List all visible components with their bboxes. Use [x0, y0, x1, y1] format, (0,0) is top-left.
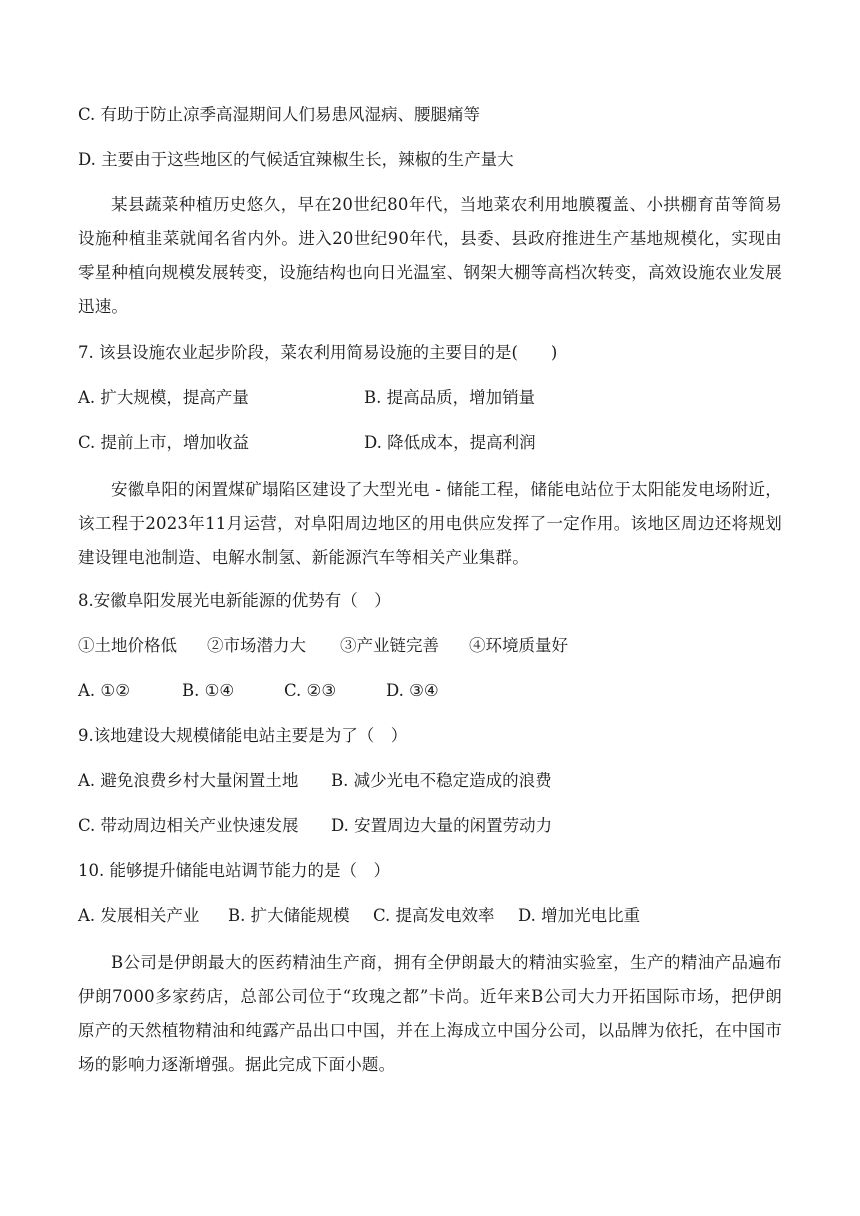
q9-stem: 9.该地建设大规模储能电站主要是为了（ ）	[78, 726, 408, 745]
q10-options	[78, 904, 640, 928]
q8-statements	[78, 634, 568, 658]
q8-option-a: A. ①②	[78, 681, 130, 700]
q7-option-d: D. 降低成本，提高利润	[364, 433, 536, 452]
q8-statement-3: ③产业链完善	[340, 636, 439, 655]
q7-stem: 7. 该县设施农业起步阶段，菜农利用简易设施的主要目的是( )	[78, 343, 558, 362]
passage-vegetable-county: 某县蔬菜种植历史悠久，早在20世纪80年代，当地菜农利用地膜覆盖、小拱棚育苗等简易设施种植韭菜就闻名省内外。进入20世纪90年代，县委、县政府推进生产基地规模化，实现由零星种植向规模发展转变，设施结构也向日光温室、钢架大棚等高档次转变，高效设施农业发展迅速。	[78, 195, 782, 316]
q8-statement-4: ④环境质量好	[469, 636, 568, 655]
q8-option-b: B. ①④	[182, 681, 235, 700]
q10-option-a: A. 发展相关产业	[78, 906, 200, 925]
q10-stem: 10. 能够提升储能电站调节能力的是（ ）	[78, 861, 390, 880]
q8-options	[78, 679, 439, 703]
q7-options-row-1	[78, 386, 535, 410]
q7-option-a: A. 扩大规模，提高产量	[78, 388, 249, 407]
q6-option-d: D. 主要由于这些地区的气候适宜辣椒生长，辣椒的生产量大	[78, 150, 514, 169]
q8-stem: 8.安徽阜阳发展光电新能源的优势有（ ）	[78, 591, 391, 610]
q6-option-c: C. 有助于防止凉季高湿期间人们易患风湿病、腰腿痛等	[78, 105, 481, 124]
q7-option-b: B. 提高品质，增加销量	[364, 388, 536, 407]
q7-option-c: C. 提前上市，增加收益	[78, 433, 250, 452]
q8-statement-2: ②市场潜力大	[207, 636, 306, 655]
q9-option-a: A. 避免浪费乡村大量闲置土地	[78, 771, 299, 790]
passage-fuyang-solar: 安徽阜阳的闲置煤矿塌陷区建设了大型光电 - 储能工程，储能电站位于太阳能发电场附近，该工程于2023年11月运营，对阜阳周边地区的用电供应发挥了一定作用。该地区周边还将规划建设锂电池制造、电解水制氢、新能源汽车等相关产业集群。	[78, 480, 782, 567]
q8-statement-1: ①土地价格低	[78, 636, 177, 655]
q7-options-row-2	[78, 431, 536, 455]
q10-option-c: C. 提高发电效率	[373, 906, 495, 925]
q10-option-b: B. 扩大储能规模	[228, 906, 350, 925]
q8-option-d: D. ③④	[386, 681, 439, 700]
q8-option-c: C. ②③	[284, 681, 337, 700]
q10-option-d: D. 增加光电比重	[518, 906, 641, 925]
q9-options-row-2	[78, 814, 552, 838]
q9-option-b: B. 减少光电不稳定造成的浪费	[331, 771, 552, 790]
q9-options-row-1	[78, 769, 552, 793]
passage-iran-company: B公司是伊朗最大的医药精油生产商，拥有全伊朗最大的精油实验室，生产的精油产品遍布伊朗7000多家药店，总部公司位于“玫瑰之都”卡尚。近年来B公司大力开拓国际市场，把伊朗原产的天然植物精油和纯露产品出口中国，并在上海成立中国分公司，以品牌为依托，在中国市场的影响力逐渐增强。据此完成下面小题。	[78, 953, 782, 1074]
q9-option-d: D. 安置周边大量的闲置劳动力	[331, 816, 553, 835]
q9-option-c: C. 带动周边相关产业快速发展	[78, 816, 299, 835]
